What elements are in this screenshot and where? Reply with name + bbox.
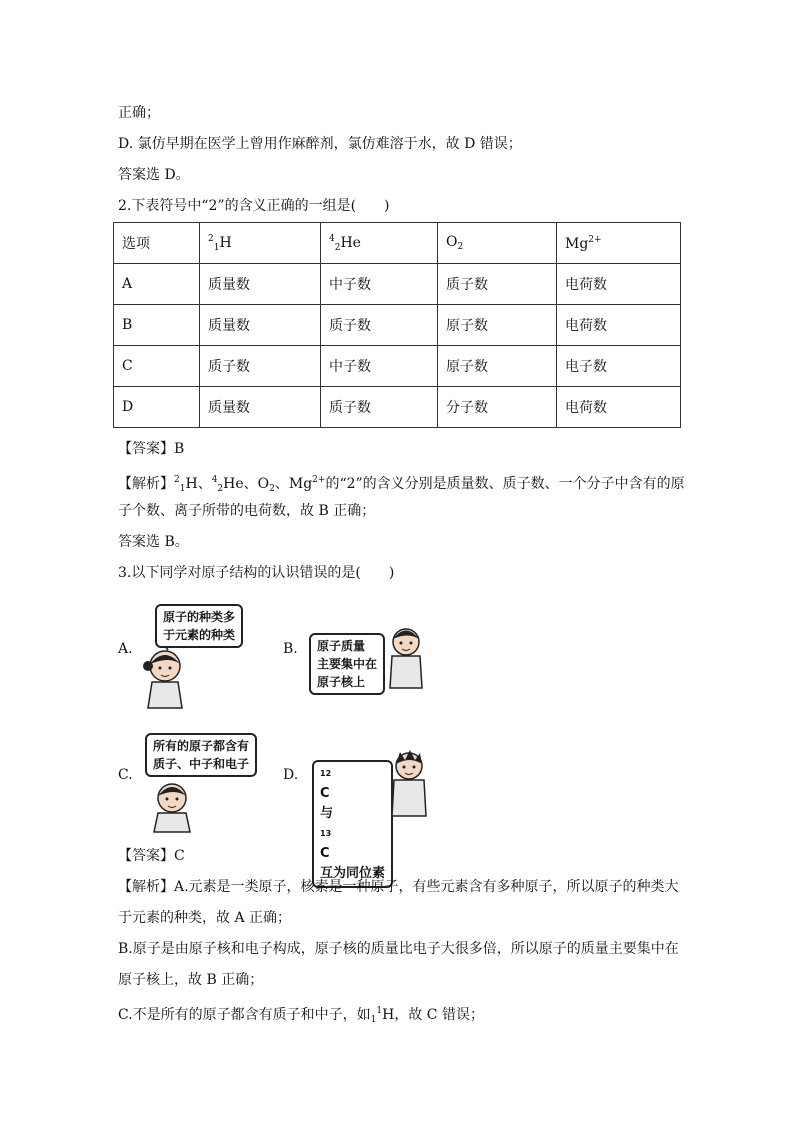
row-option: D <box>114 387 200 428</box>
q2-conclusion: 答案选 B。 <box>118 534 189 550</box>
q2-analysis-2: 子个数、离子所带的电荷数，故 B 正确； <box>118 503 376 519</box>
option-c-label: C. <box>118 767 133 783</box>
table-cell: 质子数 <box>438 264 557 305</box>
table-cell: 原子数 <box>438 305 557 346</box>
option-a-label: A. <box>118 641 133 657</box>
table-cell: 电荷数 <box>557 387 681 428</box>
boy-c-illustration <box>150 780 194 834</box>
q3-answer: 【答案】C <box>118 848 185 864</box>
table-cell: 中子数 <box>321 346 438 387</box>
q2-answer: 【答案】B <box>118 441 185 457</box>
prev-line-2: D. 氯仿早期在医学上曾用作麻醉剂，氯仿难溶于水，故 D 错误； <box>118 136 522 152</box>
table-row <box>114 387 681 428</box>
table-cell: 质子数 <box>200 346 321 387</box>
option-a-bubble: 原子的种类多 于元素的种类 <box>155 604 243 648</box>
table-cell: 质量数 <box>200 305 321 346</box>
header-h: $^2_1$H <box>200 223 321 264</box>
table-cell: 质子数 <box>321 387 438 428</box>
option-d-label: D. <box>283 767 299 783</box>
q2-table <box>113 222 681 428</box>
q3-stem: 3.以下同学对原子结构的认识错误的是( ) <box>118 565 395 581</box>
q2-analysis: 【解析】$^2_1$H、$^4_2$He、$O_2$、$Mg^{2+}$的“2”的含义分别是质量数、质子数、一个分子中含有的原 <box>118 475 685 494</box>
table-cell: 电子数 <box>557 346 681 387</box>
header-mg: $Mg^{2+}$ <box>557 223 681 264</box>
table-row <box>114 346 681 387</box>
table-cell: 电荷数 <box>557 305 681 346</box>
row-option: B <box>114 305 200 346</box>
table-row <box>114 305 681 346</box>
row-option: C <box>114 346 200 387</box>
q3-analysis-3: B.原子是由原子核和电子构成，原子核的质量比电子大很多倍，所以原子的质量主要集中在 <box>118 941 679 957</box>
table-cell: 分子数 <box>438 387 557 428</box>
option-b-label: B. <box>283 641 298 657</box>
header-option: 选项 <box>114 223 200 264</box>
table-cell: 电荷数 <box>557 264 681 305</box>
header-o2: $O_2$ <box>438 223 557 264</box>
q3-analysis-5: C.不是所有的原子都含有质子和中子，如$_1^1$H，故 C 错误； <box>118 1006 484 1025</box>
boy-d-illustration <box>388 748 430 818</box>
q2-stem: 2.下表符号中“2”的含义正确的一组是( ) <box>118 198 390 214</box>
table-header-row <box>114 223 681 264</box>
table-cell: 质子数 <box>321 305 438 346</box>
q3-analysis-4: 原子核上，故 B 正确； <box>118 972 264 988</box>
option-c-bubble: 所有的原子都含有 质子、中子和电子 <box>145 733 257 777</box>
boy-illustration <box>386 624 426 690</box>
option-d-bubble: 12 C 与 13 C 互为同位素 <box>312 760 393 888</box>
prev-line-1: 正确； <box>118 105 160 121</box>
q3-analysis-2: 于元素的种类，故 A 正确； <box>118 910 292 926</box>
prev-line-3: 答案选 D。 <box>118 167 190 183</box>
table-cell: 中子数 <box>321 264 438 305</box>
table-cell: 质量数 <box>200 387 321 428</box>
table-cell: 质量数 <box>200 264 321 305</box>
isotope-line: 12 C 与 13 C <box>320 769 334 861</box>
option-b-bubble: 原子质量 主要集中在 原子核上 <box>309 633 385 695</box>
table-row <box>114 264 681 305</box>
girl-illustration <box>140 646 190 710</box>
q3-analysis-1: 【解析】A.元素是一类原子，核素是一种原子，有些元素含有多种原子，所以原子的种类大 <box>118 879 679 895</box>
table-cell: 原子数 <box>438 346 557 387</box>
row-option: A <box>114 264 200 305</box>
header-he: $^4_2$He <box>321 223 438 264</box>
